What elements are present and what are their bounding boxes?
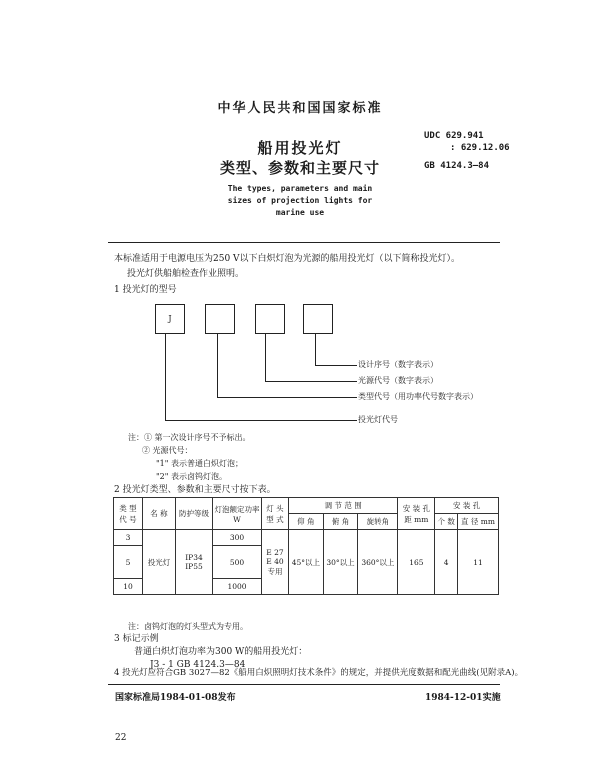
th-depression: 俯 角 (323, 514, 358, 530)
note-line: "2" 表示卤钨灯泡。 (156, 472, 227, 481)
marking-example: J3 - 1 GB 4124.3—84 (150, 660, 246, 670)
connector (217, 333, 218, 397)
th-lamp-form: 灯 头 型 式 (262, 498, 289, 530)
cell-code: 10 (114, 579, 143, 595)
english-title-line: sizes of projection lights for (227, 196, 373, 205)
th-type-code: 类 型 代 号 (114, 498, 143, 530)
cell-name: 投光灯 (143, 530, 176, 595)
cell-hole-dist: 165 (398, 530, 435, 595)
connector (165, 420, 357, 421)
udc-code-2: : 629.12.06 (450, 143, 510, 153)
section-2-heading: 2 投光灯类型、参数和主要尺寸按下表。 (114, 485, 276, 495)
connector (315, 333, 316, 365)
model-box-design (303, 304, 333, 334)
cell-power: 1000 (213, 579, 262, 595)
section-1-heading: 1 投光灯的型号 (114, 285, 177, 295)
title-line-2: 类型、参数和主要尺寸 (219, 159, 380, 177)
th-protection: 防护等级 (176, 498, 213, 530)
cell-elevation: 45°以上 (289, 530, 324, 595)
note-line: ② 光源代号： (142, 446, 193, 455)
model-box-light-source (255, 304, 285, 334)
note-line: "1" 表示普通白炽灯泡； (156, 459, 243, 468)
model-box-power (205, 304, 235, 334)
th-hole-dia: 直 径 mm (457, 514, 498, 530)
th-rotation: 旋转角 (358, 514, 398, 530)
cell-code: 5 (114, 546, 143, 579)
page-number: 22 (115, 733, 127, 743)
connector (265, 381, 357, 382)
issued-date: 国家标准局1984-01-08发布 (115, 693, 236, 703)
th-power: 灯泡额定功率 W (213, 498, 262, 530)
spec-table (113, 497, 499, 595)
table-row (114, 530, 499, 546)
cell-rotation: 360°以上 (358, 530, 398, 595)
th-hole-dist: 安 装 孔 距 mm (398, 498, 435, 530)
effective-date: 1984-12-01实施 (425, 693, 501, 703)
th-name: 名 称 (143, 498, 176, 530)
note-line: 注：① 第一次设计序号不予标出。 (128, 433, 251, 442)
intro-line-1: 本标准适用于电源电压为250 V以下白炽灯泡为光源的船用投光灯（以下简称投光灯）。 (114, 254, 461, 264)
cell-power: 500 (213, 546, 262, 579)
connector (165, 333, 166, 420)
intro-line-2: 投光灯供船舶检查作业照明。 (127, 269, 245, 279)
connector (265, 333, 266, 381)
label-type-code: 类型代号（用功率代号数字表示） (358, 392, 478, 401)
title-line-1: 船用投光灯 (257, 139, 343, 157)
cell-hole-count: 4 (435, 530, 458, 595)
cell-depression: 30°以上 (323, 530, 358, 595)
cell-hole-dia: 11 (457, 530, 498, 595)
connector (217, 397, 357, 398)
th-hole-count: 个 数 (435, 514, 458, 530)
section-4-text: 4 投光灯应符合GB 3027—82《船用白炽照明灯技术条件》的规定，并提供光度数据和配光曲线(见附录A)。 (114, 668, 524, 678)
footer-divider (108, 684, 500, 685)
english-title-line: The types, parameters and main (227, 184, 373, 193)
table-note: 注：卤钨灯泡的灯头型式为专用。 (128, 622, 248, 631)
english-title-line: marine use (275, 208, 325, 217)
gb-code: GB 4124.3—84 (424, 161, 490, 171)
th-adjust: 调 节 范 围 (289, 498, 398, 514)
label-light-source-code: 光源代号（数字表示） (358, 376, 438, 385)
label-projector-code: 投光灯代号 (358, 415, 398, 424)
model-box-letter: J (155, 304, 185, 334)
cell-protection: IP34 IP55 (176, 530, 213, 595)
th-elevation: 仰 角 (289, 514, 324, 530)
label-design-number: 设计序号（数字表示） (358, 360, 438, 369)
udc-code: UDC 629.941 (424, 131, 484, 141)
cell-power: 300 (213, 530, 262, 546)
section-3-heading: 3 标记示例 (114, 634, 159, 644)
connector (315, 365, 357, 366)
header-divider (108, 242, 500, 243)
english-title (0, 183, 600, 219)
th-mount-holes: 安 装 孔 (435, 498, 499, 514)
national-standard-heading: 中华人民共和国国家标准 (217, 101, 383, 116)
cell-lamp-form: E 27 E 40 专用 (262, 530, 289, 595)
cell-code: 3 (114, 530, 143, 546)
section-3-line: 普通白炽灯泡功率为300 W的船用投光灯： (134, 647, 308, 657)
